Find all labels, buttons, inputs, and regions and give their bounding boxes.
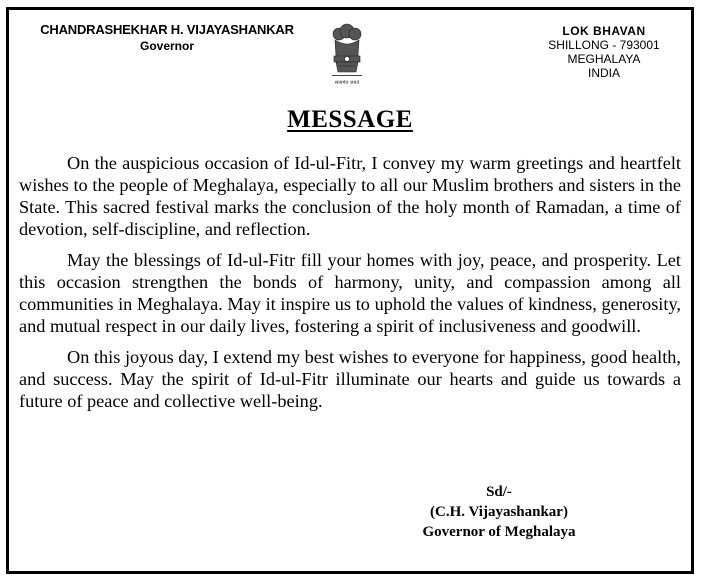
address-line-3: MEGHALAYA: [567, 52, 641, 66]
signature-title: Governor of Meghalaya: [422, 524, 576, 540]
paragraph-2: May the blessings of Id-ul-Fitr fill your homes with joy, peace, and prosperity. Let this occasion strengthen the bonds of harmony, unity, and compassion among all communities in Meghalaya. May it inspire us to uphold the values of kindness, generosity, and mutual respect in our daily lives, fostering a spirit of inclusiveness and goodwill.: [19, 250, 681, 336]
governor-name: CHANDRASHEKHAR H. VIJAYASHANKAR: [40, 22, 294, 37]
paragraph-3: On this joyous day, I extend my best wishes to everyone for happiness, good health, and success. May the spirit of Id-ul-Fitr illuminate our hearts and guide us towards a future of peace and collective well-being.: [19, 347, 681, 411]
state-emblem-icon: [327, 22, 367, 92]
signature-block: [409, 482, 589, 542]
governor-title: Governor: [139, 39, 194, 53]
emblem-caption: सत्यमेव जयते: [334, 80, 360, 86]
signature-name: (C.H. Vijayashankar): [430, 504, 568, 520]
address-line-4: INDIA: [587, 66, 620, 80]
address-line-1: LOK BHAVAN: [562, 24, 646, 38]
letterhead: [9, 10, 691, 120]
message-title: MESSAGE: [287, 106, 413, 133]
sender-block: [17, 22, 317, 53]
address-line-2: SHILLONG - 793001: [548, 38, 660, 52]
signature-sd: Sd/-: [486, 484, 512, 500]
paragraph-1: On the auspicious occasion of Id-ul-Fitr, I convey my warm greetings and heartfelt wishes to the people of Meghalaya, especially to all our Muslim brothers and sisters in the State. This sacred festival marks the conclusion of the holy month of Ramadan, a time of devotion, self-discipline, and reflection.: [19, 153, 681, 239]
message-body: [19, 152, 681, 421]
address-block: [529, 24, 679, 80]
document-frame: [6, 7, 694, 574]
